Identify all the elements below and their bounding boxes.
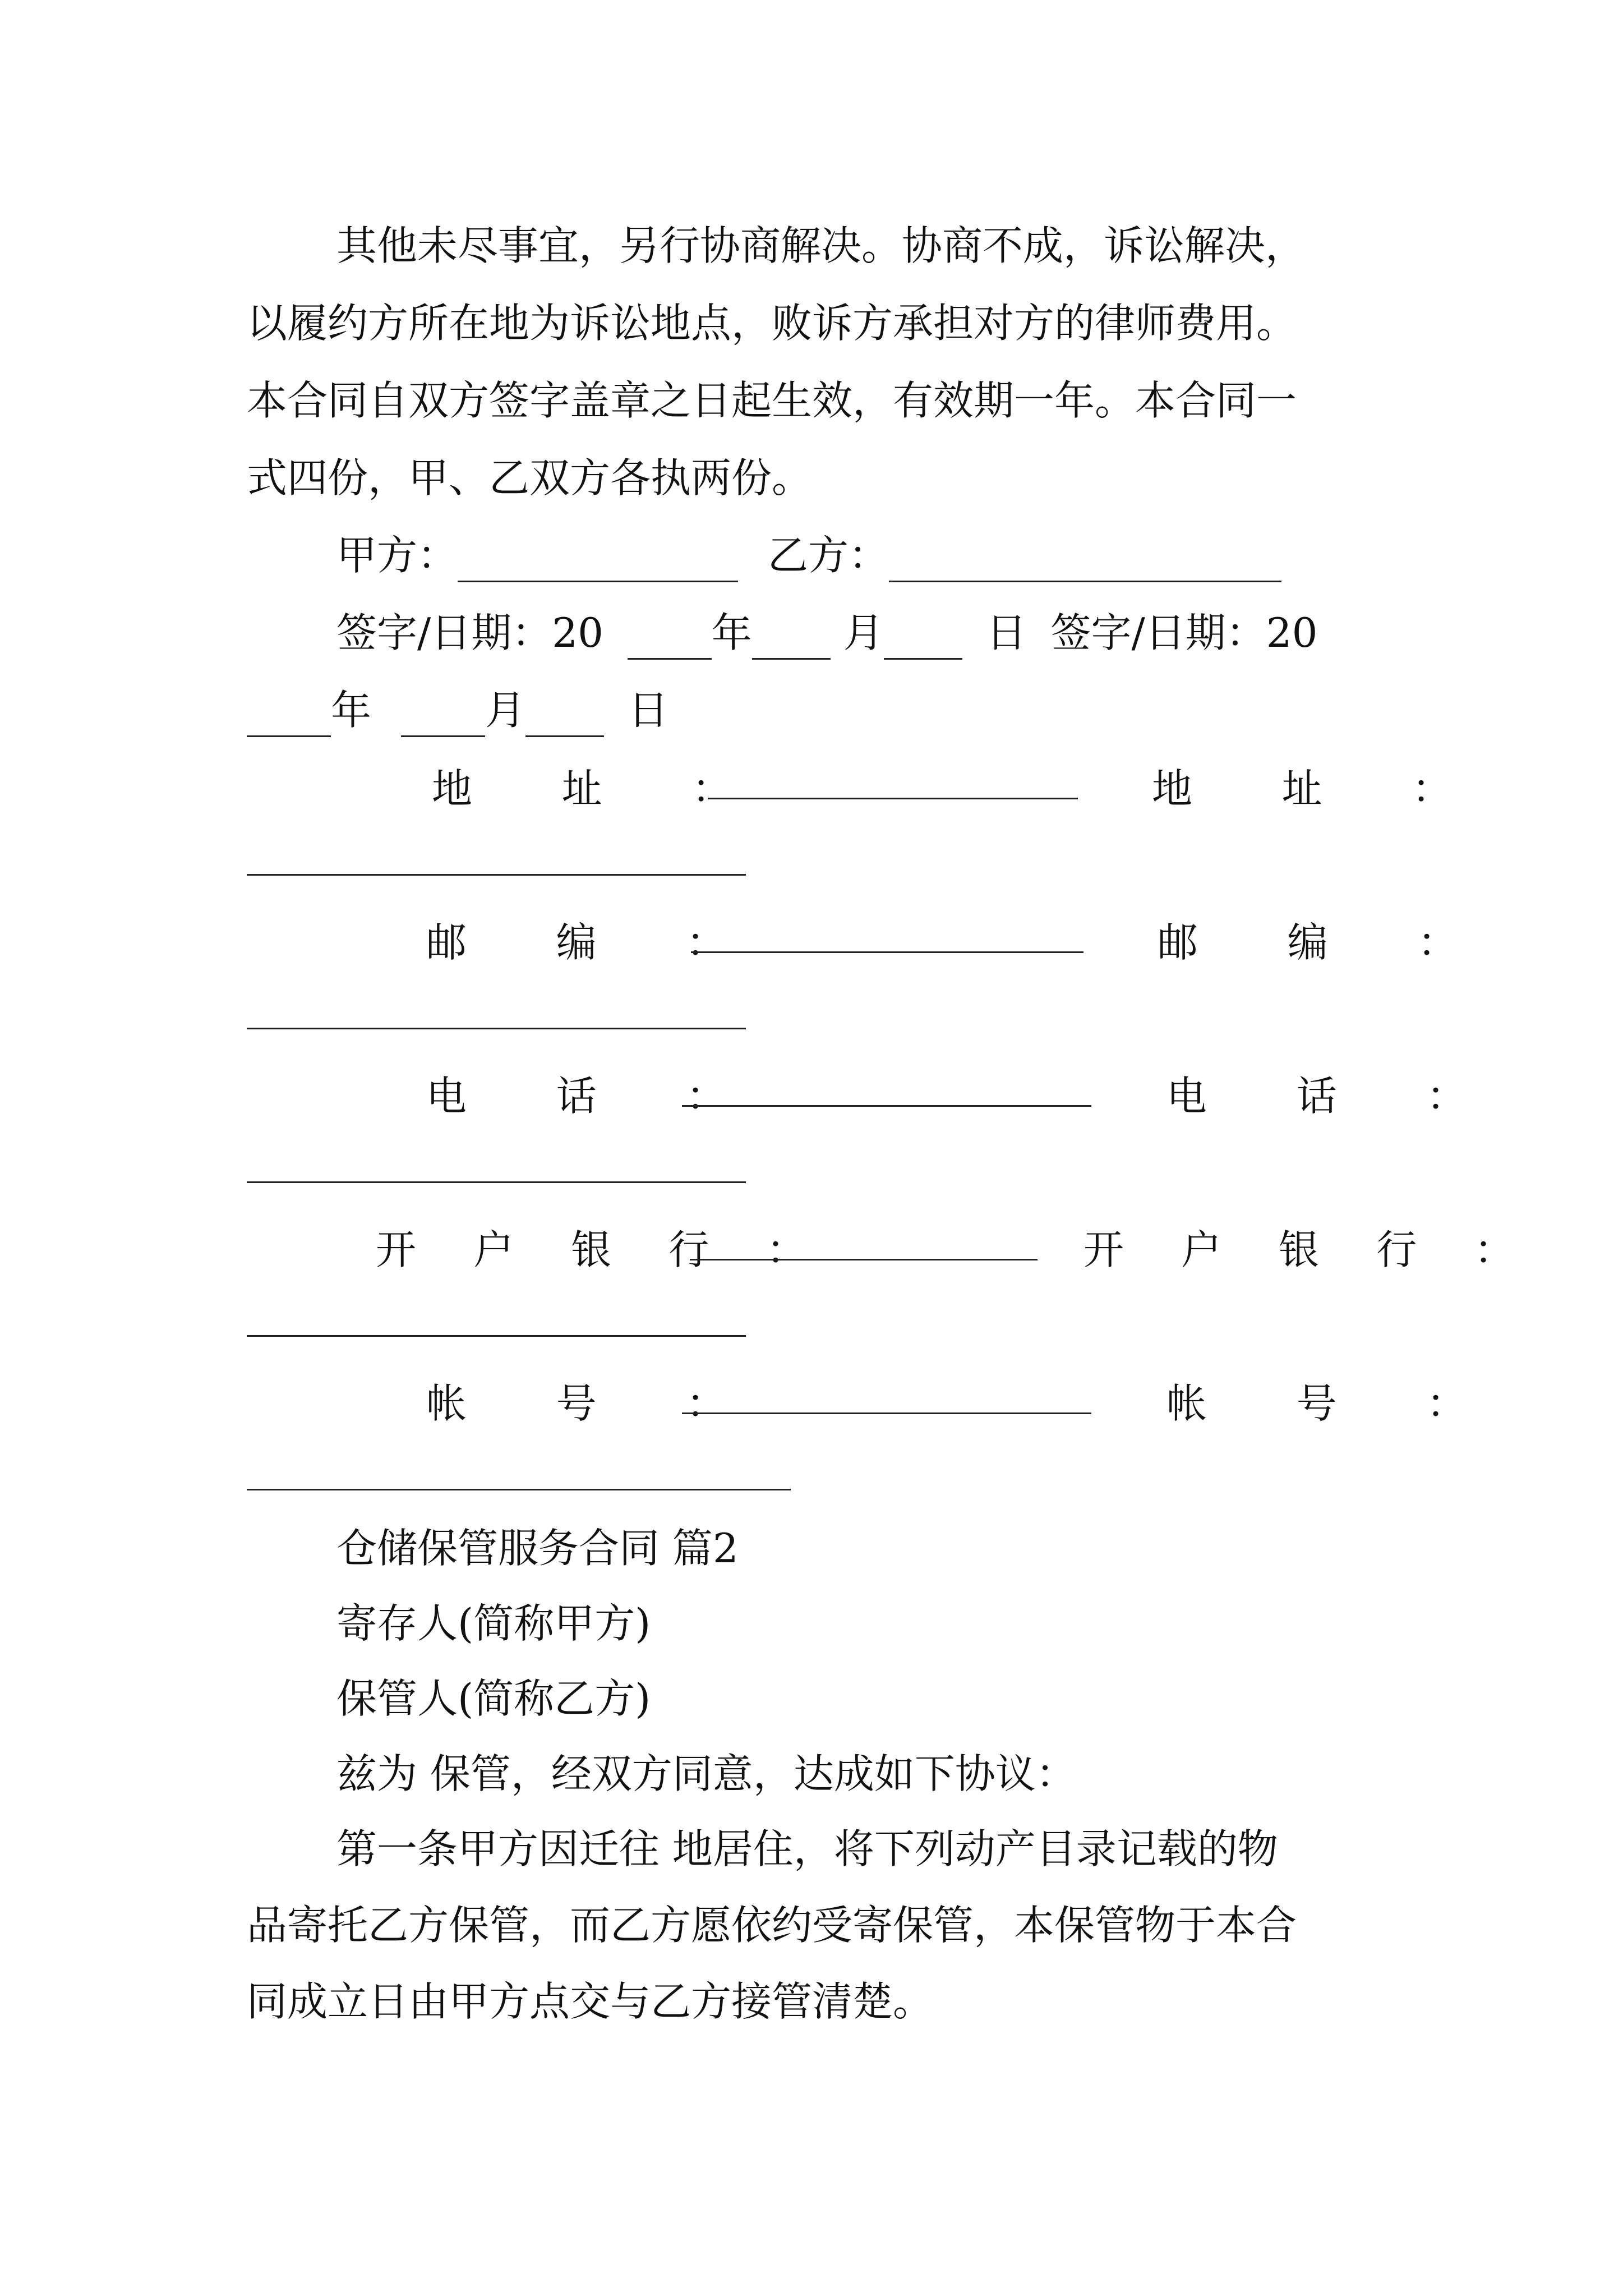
month-blank-b[interactable]	[401, 696, 485, 737]
article-line: 同成立日由甲方点交与乙方接管清楚。	[247, 1978, 934, 2025]
day-blank-a[interactable]	[884, 619, 962, 660]
account-blank-a[interactable]	[682, 1412, 1091, 1414]
sign-date-line-cont	[247, 683, 668, 737]
account-blank-b[interactable]	[247, 1489, 791, 1490]
postcode-blank-a[interactable]	[691, 951, 1083, 953]
paragraph-line: 其他未尽事宜，另行协商解决。协商不成，诉讼解决，	[336, 222, 1306, 269]
month-label: 月	[843, 609, 884, 656]
phone-blank-b[interactable]	[247, 1181, 746, 1183]
party-b-blank[interactable]	[889, 541, 1281, 582]
day-label: 日	[986, 609, 1027, 656]
party-a-label: 甲方：	[336, 532, 458, 579]
article-line: 品寄托乙方保管，而乙方愿依约受寄保管，本保管物于本合	[247, 1902, 1297, 1949]
phone-label-b: 电 话 ：	[1166, 1073, 1505, 1120]
address-label-b: 地 址 ：	[1152, 765, 1491, 812]
bank-blank-b[interactable]	[247, 1335, 746, 1337]
bank-label-a: 开 户 银 行 ：	[376, 1226, 829, 1273]
year-blank-b[interactable]	[247, 696, 331, 737]
year-label: 年	[331, 687, 372, 734]
paragraph-line: 本合同自双方签字盖章之日起生效，有效期一年。本合同一	[247, 377, 1297, 424]
year-blank-a[interactable]	[628, 619, 712, 660]
year-label: 年	[711, 609, 752, 656]
paragraph-line: 以履约方所在地为诉讼地点，败诉方承担对方的律师费用。	[247, 300, 1297, 347]
day-blank-b[interactable]	[525, 696, 604, 737]
bank-label-b: 开 户 银 行 ：	[1083, 1226, 1537, 1273]
postcode-label-b: 邮 编 ：	[1158, 919, 1496, 966]
sign-date-label-b: 签字/日期：20	[1050, 609, 1318, 656]
address-blank-b[interactable]	[247, 874, 746, 876]
account-label-a: 帐 号 ：	[426, 1380, 765, 1427]
month-label: 月	[485, 687, 525, 734]
section-title: 仓储保管服务合同 篇2	[336, 1525, 739, 1572]
custodian-line: 保管人(简称乙方)	[336, 1675, 651, 1722]
sign-date-label-a: 签字/日期：20	[336, 609, 603, 656]
party-b-label: 乙方：	[767, 532, 889, 579]
month-blank-a[interactable]	[752, 619, 831, 660]
phone-blank-a[interactable]	[682, 1105, 1091, 1107]
agreement-line: 兹为 保管，经双方同意，达成如下协议：	[336, 1750, 1076, 1797]
address-label-a: 地 址 ：	[432, 765, 771, 812]
postcode-blank-b[interactable]	[247, 1028, 746, 1029]
phone-label-a: 电 话 ：	[426, 1073, 765, 1120]
party-a-blank[interactable]	[458, 541, 738, 582]
article-line: 第一条甲方因迁往 地居住，将下列动产目录记载的物	[336, 1825, 1278, 1872]
paragraph-line: 式四份，甲、乙双方各执两份。	[247, 454, 813, 501]
postcode-label-a: 邮 编 ：	[426, 919, 765, 966]
party-line	[336, 528, 1281, 582]
account-label-b: 帐 号 ：	[1166, 1380, 1505, 1427]
sign-date-line	[336, 606, 1317, 660]
bank-blank-a[interactable]	[690, 1259, 1038, 1260]
day-label: 日	[628, 687, 668, 734]
address-blank-a[interactable]	[708, 798, 1078, 799]
depositor-line: 寄存人(简称甲方)	[336, 1600, 651, 1647]
